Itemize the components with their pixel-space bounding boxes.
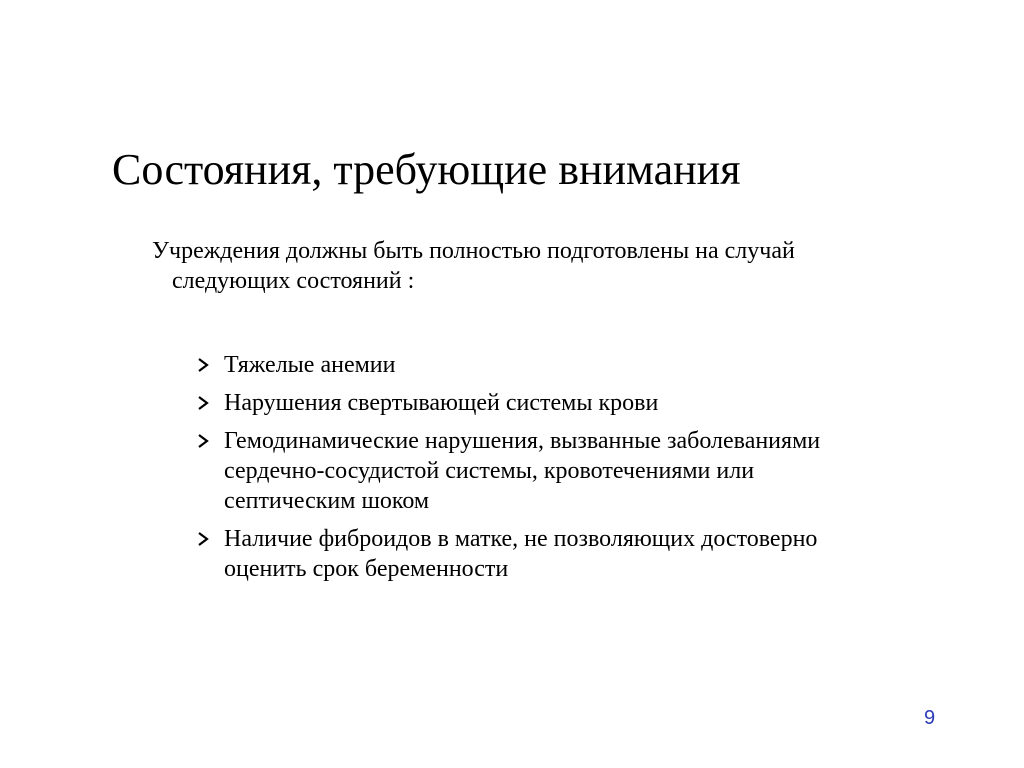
bullet-line: септическим шоком [224,488,430,514]
bullet-text [224,388,976,418]
bullet-item [196,350,976,380]
slide-title: Состояния, требующие внимания [112,145,741,194]
intro-line: следующих состояний : [172,268,415,294]
page-number: 9 [924,707,936,729]
bullet-text [224,350,976,380]
bullet-line: Гемодинамические нарушения, вызванные заболеваниями [224,428,821,454]
bullet-line: Нарушения свертывающей системы крови [224,390,659,416]
chevron-right-icon [196,426,224,456]
bullet-item [196,426,976,516]
bullet-text [224,524,976,584]
intro-paragraph [152,236,952,296]
chevron-right-icon [196,524,224,554]
bullet-item [196,388,976,418]
bullet-item [196,524,976,584]
bullet-line: оценить срок беременности [224,556,509,582]
bullet-list [196,350,976,592]
chevron-right-icon [196,350,224,380]
bullet-text [224,426,976,516]
intro-line: Учреждения должны быть полностью подготовлены на случай [152,238,795,264]
bullet-line: сердечно-сосудистой системы, кровотечениями или [224,458,755,484]
chevron-right-icon [196,388,224,418]
bullet-line: Тяжелые анемии [224,352,396,378]
bullet-line: Наличие фиброидов в матке, не позволяющих достоверно [224,526,818,552]
